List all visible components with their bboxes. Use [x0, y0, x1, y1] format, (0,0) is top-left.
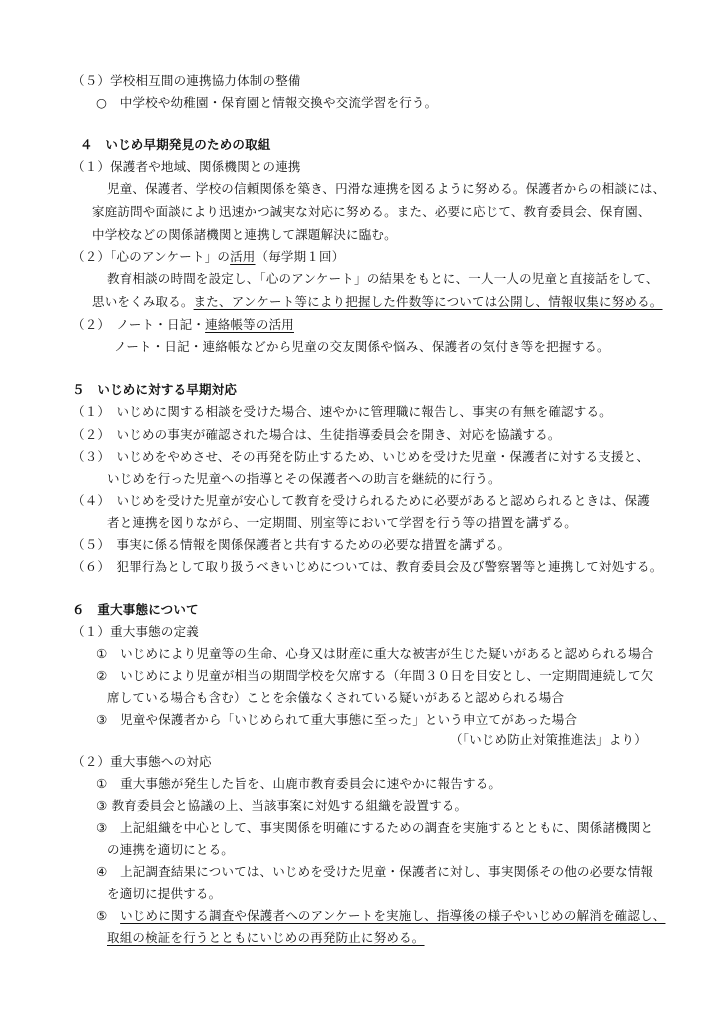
- heading-4: ４ いじめ早期発見のための取組: [80, 137, 271, 152]
- source-citation: （「いじめ防止対策推進法」より）: [450, 732, 647, 747]
- subheading-4-3: [72, 316, 294, 333]
- subheading-text: （２） ノート・日記・: [72, 317, 206, 332]
- definition-item-continuation: 席している場合も含む）ことを余儀なくされている疑いがあると認められる場合: [107, 690, 565, 705]
- response-item: ③ 教育委員会と協議の上、当該事案に対処する組織を設置する。: [96, 798, 468, 813]
- bullet-item: ○ 中学校や幼稚園・保育園と情報交換や交流学習を行う。: [96, 95, 438, 110]
- subheading-4-1: （１）保護者や地域、関係機関との連携: [72, 159, 301, 174]
- subheading-text: （毎学期１回）: [255, 249, 345, 264]
- list-item: （３） いじめをやめさせ、その再発を防止するため、いじめを受けた児童・保護者に対する支援と、: [72, 449, 650, 464]
- underlined-text: いじめに関する調査や保護者へのアンケートを実施し、指導後の様子やいじめの解消を確認し、: [120, 908, 666, 923]
- subheading-4-2: [72, 248, 344, 265]
- paragraph-line: ノート・日記・連絡帳などから児童の交友関係や悩み、保護者の気付き等を把握する。: [114, 339, 610, 354]
- heading-5: ５ いじめに対する早期対応: [72, 382, 238, 397]
- paragraph-line: [92, 293, 663, 310]
- list-item: （６） 犯罪行為として取り扱うべきいじめについては、教育委員会及び警察署等と連携して対処する。: [72, 559, 663, 574]
- response-item: ④ 上記調査結果については、いじめを受けた児童・保護者に対し、事実関係その他の必要な情報: [96, 864, 654, 879]
- subheading-6-1: （１）重大事態の定義: [72, 624, 200, 639]
- subheading-6-2: （２）重大事態への対応: [72, 754, 212, 769]
- paragraph-line: 中学校などの関係諸機関と連携して課題解決に臨む。: [92, 227, 397, 242]
- paragraph-line: 家庭訪問や面談により迅速かつ誠実な対応に努める。また、必要に応じて、教育委員会、保育園、: [92, 204, 651, 219]
- response-item: ③ 上記組織を中心として、事実関係を明確にするための調査を実施するとともに、関係諸機関と: [96, 820, 654, 835]
- paragraph-text: 思いをくみ取る。: [92, 294, 194, 309]
- list-item: （４） いじめを受けた児童が安心して教育を受けられるために必要があると認められるときは、保護: [72, 493, 650, 508]
- response-item-continuation: を適切に提供する。: [107, 886, 222, 901]
- definition-item: ③ 児童や保護者から「いじめられて重大事態に至った」という申立てがあった場合: [96, 712, 578, 727]
- definition-item: ① いじめにより児童等の生命、心身又は財産に重大な被害が生じた疑いがあると認められる場合: [96, 646, 654, 661]
- response-item: [96, 907, 665, 924]
- paragraph-line: 教育相談の時間を設定し、「心のアンケート」の結果をもとに、一人一人の児童と直接話をして、: [107, 271, 659, 286]
- item-number: ⑤: [96, 908, 121, 923]
- paragraph-line: 児童、保護者、学校の信頼関係を築き、円滑な連携を図るように努める。保護者からの相談には、: [107, 181, 666, 196]
- list-item: （２） いじめの事実が確認された場合は、生徒指導委員会を開き、対応を協議する。: [72, 427, 561, 442]
- subheading-text: （２）「心のアンケート」の: [72, 249, 231, 264]
- section-5-coordination: （５）学校相互間の連携協力体制の整備: [72, 73, 301, 88]
- underlined-text: また、アンケート等により把握した件数等については公開し、情報収集に努める。: [193, 294, 663, 309]
- response-item: ① 重大事態が発生した旨を、山鹿市教育委員会に速やかに報告する。: [96, 776, 502, 791]
- underlined-text: 活用: [230, 249, 256, 264]
- list-item: （５） 事実に係る情報を関係保護者と共有するための必要な措置を講ずる。: [72, 537, 511, 552]
- list-item-continuation: いじめを行った児童への指導とその保護者への助言を継続的に行う。: [107, 471, 501, 486]
- list-item-continuation: 者と連携を図りながら、一定期間、別室等において学習を行う等の措置を講ずる。: [107, 515, 577, 530]
- definition-item: ② いじめにより児童が相当の期間学校を欠席する（年間３０日を目安とし、一定期間連続して欠: [96, 668, 654, 683]
- response-item-continuation: 取組の検証を行うとともにいじめの再発防止に努める。: [107, 930, 425, 945]
- list-item: （１） いじめに関する相談を受けた場合、速やかに管理職に報告し、事実の有無を確認する。: [72, 404, 612, 419]
- response-item-continuation: の連携を適切にとる。: [107, 842, 235, 857]
- underlined-text: 連絡帳等の活用: [205, 317, 294, 332]
- heading-6: ６ 重大事態について: [72, 602, 199, 617]
